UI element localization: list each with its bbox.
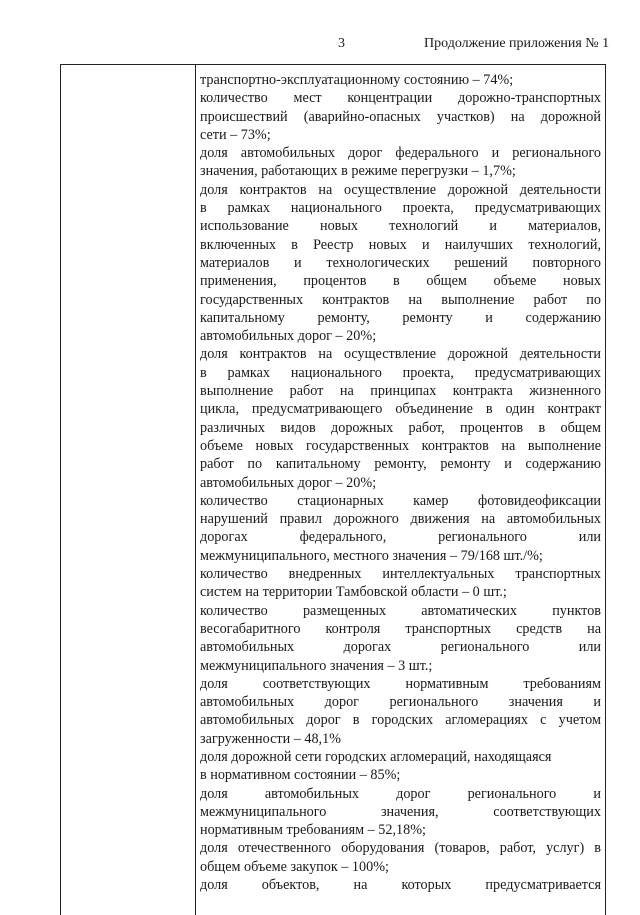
text-line: различных видов дорожных работ, процентов в общем [200,419,601,436]
text-line: систем на территории Тамбовской области – 0 шт.; [200,584,507,601]
content-table [60,64,606,915]
text-line: автомобильных дорог регионального значения и [200,694,601,711]
text-line: в рамках национального проекта, предусматривающих [200,200,601,217]
text-line: доля объектов, на которых предусматривается [200,877,601,894]
text-line: межмуниципального, местного значения – 79/168 шт./%; [200,547,543,564]
text-line: межмуниципального значения – 3 шт.; [200,657,433,674]
text-line: доля контрактов на осуществление дорожной деятельности [200,181,601,198]
text-line: доля отечественного оборудования (товаров, работ, услуг) в [200,840,601,857]
text-line: государственных контрактов на выполнение работ по [200,291,601,308]
text-line: нарушений правил дорожного движения на автомобильных [200,511,601,528]
text-line: общем объеме закупок – 100%; [200,858,389,875]
text-line: в нормативном состоянии – 85%; [200,767,401,784]
text-line: количество размещенных автоматических пунктов [200,602,601,619]
continuation-label: Продолжение приложения № 1 [424,36,610,51]
text-line: автомобильных дорогах регионального или [200,639,601,656]
text-line: дорогах федерального, регионального или [200,529,601,546]
column-divider [195,65,196,915]
text-line: доля автомобильных дорог федерального и регионального [200,145,601,162]
text-line: количество стационарных камер фотовидеофиксации [200,492,601,509]
text-line: нормативным требованиям – 52,18%; [200,822,426,839]
text-line: транспортно-эксплуатационному состоянию – 74%; [200,72,514,88]
text-line: доля контрактов на осуществление дорожной деятельности [200,346,601,363]
text-line: загруженности – 48,1% [200,730,342,747]
text-line: значения, работающих в режиме перегрузки – 1,7%; [200,163,516,180]
text-line: доля дорожной сети городских агломераций, находящаяся [200,748,552,765]
page-number: 3 [338,36,345,51]
text-line: работ по капитальному ремонту, ремонту и содержанию [200,456,601,473]
text-line: включенных в Реестр новых и наилучших технологий, [200,236,601,253]
text-line: в рамках национального проекта, предусматривающих [200,364,601,381]
text-line: межмуниципального значения, соответствующих [200,803,601,820]
text-line: происшествий (аварийно-опасных участков) на дорожной [200,108,601,125]
text-line: использование новых технологий и материалов, [200,218,601,235]
text-line: автомобильных дорог – 20%; [200,328,377,345]
description-cell [200,71,601,894]
text-line: капитальному ремонту, ремонту и содержанию [200,309,601,326]
text-line: цикла, предусматривающего объединение в один контракт [200,401,601,418]
text-line: автомобильных дорог в городских агломерациях с учетом [200,712,601,729]
text-line: автомобильных дорог – 20%; [200,474,377,491]
text-line: сети – 73%; [200,126,271,143]
text-line: количество мест концентрации дорожно-транспортных [200,90,601,107]
text-line: доля соответствующих нормативным требованиям [200,675,601,692]
text-line: материалов и технологических решений повторного [200,254,601,271]
text-line: выполнение работ на принципах контракта жизненного [200,383,601,400]
text-line: доля автомобильных дорог регионального и [200,785,601,802]
text-line: объеме новых государственных контрактов на выполнение [200,437,601,454]
text-line: количество внедренных интеллектуальных транспортных [200,566,601,583]
text-line: весогабаритного контроля транспортных средств на [200,620,601,637]
text-line: применения, процентов в общем объеме новых [200,273,601,290]
